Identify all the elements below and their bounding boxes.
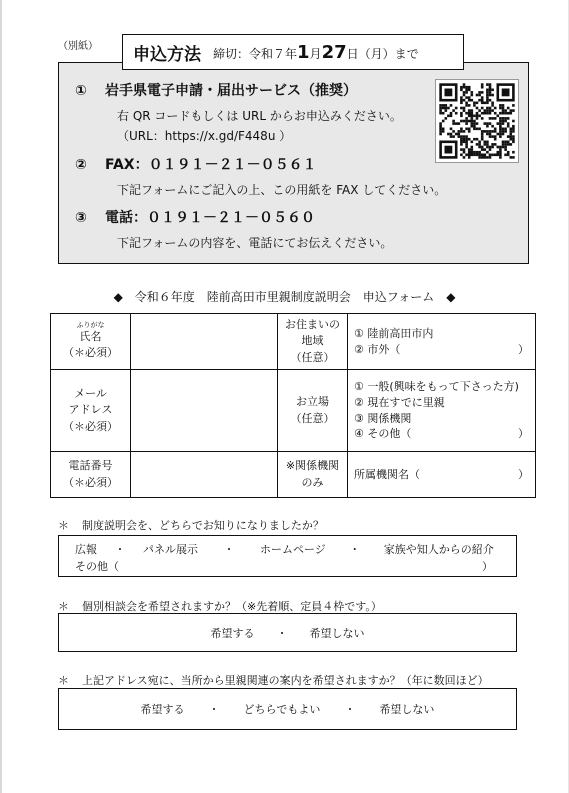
method-fax-title: ② FAX：０１９１－２１－０５６１ [75,157,317,173]
position-option-general[interactable]: ① 一般(興味をもって下さった方) [354,379,519,393]
deadline-header [122,34,464,70]
application-form-table [50,313,536,498]
question-newsletter: ＊ 上記アドレス宛に、当所から里親関連の案内を希望されますか？（年に数回ほど） [58,674,489,687]
method-phone-title: ③ 電話：０１９１－２１－０５６０ [75,210,315,226]
consultation-option-yes[interactable]: 希望する [210,626,255,640]
application-methods-box [58,62,529,264]
name-label: 氏名 [79,329,102,343]
page-edge [0,0,2,793]
phone-label-cell: 電話番号 （＊必須） [51,452,131,498]
table-row [51,314,536,370]
email-input-cell[interactable] [131,370,278,452]
position-label-cell: お立場 （任意） [278,370,348,452]
address-option-inside[interactable]: ① 陸前高田市内 [354,326,434,340]
position-option-foster[interactable]: ② 現在すでに里親 [354,395,445,409]
newsletter-option-yes[interactable]: 希望する [140,703,185,716]
newsletter-option-either[interactable]: どちらでもよい [243,703,321,716]
newsletter-option-no[interactable]: 希望しない [379,703,435,716]
position-option-other[interactable]: ④ その他（ ） [354,427,529,441]
address-option-outside[interactable]: ② 市外（ ） [354,342,529,356]
name-required: （＊必須） [63,346,118,359]
source-option-newsletter[interactable]: 広報 [75,543,97,556]
consultation-option-no[interactable]: 希望しない [309,626,365,640]
method-phone-desc: 下記フォームの内容を、電話にてお伝えください。 [117,236,393,250]
annex-label: （別紙） [58,41,98,52]
method-online-url[interactable]: （URL：https://x.gd/F448u ） [117,129,292,143]
method-online-desc: 右 QR コードもしくは URL からお申込みください。 [117,109,402,123]
question-consultation: ＊ 個別相談会を希望されますか？（※先着順、定員４枠です。） [58,600,382,613]
position-option-agency[interactable]: ③ 関係機関 [354,411,412,425]
address-options-cell [348,314,536,370]
table-row [51,370,536,452]
furigana-label: ふりがな [76,320,105,329]
source-options-row: 広報 ・ パネル展示 ・ ホームページ ・ 家族や知人からの紹介 [75,543,494,556]
position-options-cell [348,370,536,452]
source-option-panel[interactable]: パネル展示 [143,543,198,556]
org-input-cell[interactable]: 所属機関名（ ） [348,452,536,498]
qr-code-icon[interactable] [435,79,519,163]
org-label-cell: ※関係機関 のみ [278,452,348,498]
deadline-text: 締切：令和７年1月27日（月）まで [213,41,419,63]
question-newsletter-answer-box: 希望する ・ どちらでもよい ・ 希望しない [58,688,517,730]
address-label-cell: お住まいの 地域 （任意） [278,314,348,370]
source-option-other[interactable]: その他（ ） [75,560,493,573]
form-title: ◆ 令和６年度 陸前高田市里親制度説明会 申込フォーム ◆ [113,290,456,304]
table-row [51,452,536,498]
question-source-answer-box [58,535,517,577]
question-consultation-answer-box: 希望する ・ 希望しない [58,613,517,652]
name-input-cell[interactable] [131,314,278,370]
source-option-family[interactable]: 家族や知人からの紹介 [383,543,494,556]
question-source: ＊ 制度説明会を、どちらでお知りになりましたか？ [58,519,324,532]
name-label-cell [51,314,131,370]
phone-input-cell[interactable] [131,452,278,498]
application-method-title: 申込方法 [133,44,201,65]
email-label-cell: メール アドレス （＊必須） [51,370,131,452]
method-fax-desc: 下記フォームにご記入の上、この用紙を FAX してください。 [117,183,447,197]
method-online-title: ① 岩手県電子申請・届出サービス（推奨） [75,83,357,99]
source-option-homepage[interactable]: ホームページ [260,543,326,556]
